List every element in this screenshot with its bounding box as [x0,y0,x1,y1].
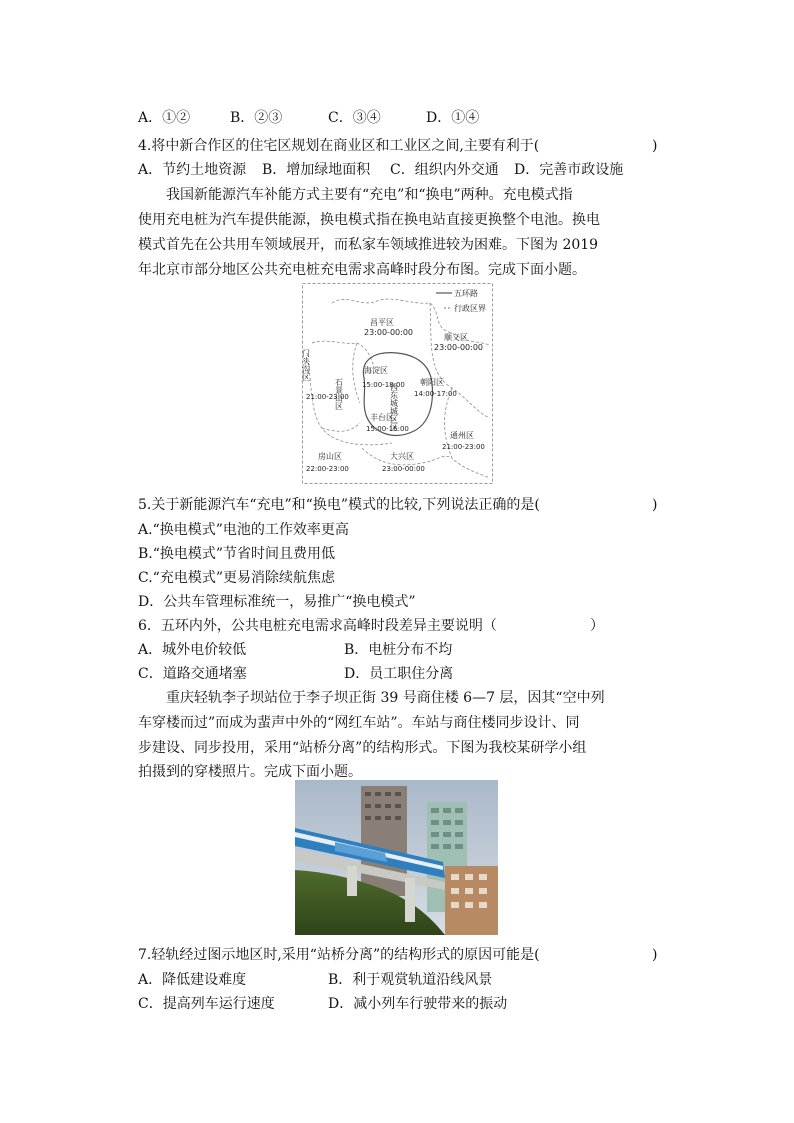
passage1-line-2: 使用充电桩为汽车提供能源，换电模式指在换电站直接更换整个电池。换电 [138,212,600,228]
district-daxing-time: 23:00-00:00 [382,465,425,473]
q3-option-b: B．②③ [230,110,283,126]
district-fengtai-name: 丰台区 [370,413,394,422]
beijing-charging-map [302,283,493,484]
q6-option-c: C．道路交通堵塞 [138,666,247,682]
district-shijingshan-name: 石景山区 [334,378,344,410]
passage1-line-1: 我国新能源汽车补能方式主要有“充电”和“换电”两种。充电模式指 [166,187,573,203]
q4-option-d: D．完善市政设施 [514,162,624,178]
q7-option-a: A．降低建设难度 [138,972,247,988]
q6-option-a: A．城外电价较低 [138,642,247,658]
district-chaoyang-time: 14:00-17:00 [414,390,457,398]
q7-option-b: B．利于观赏轨道沿线风景 [328,972,493,988]
district-shunyi-name: 顺义区 [444,333,468,342]
district-haidian-time: 15:00-18:00 [362,381,405,389]
q5-stem: 5.关于新能源汽车“充电”和“换电”模式的比较,下列说法正确的是( [138,497,540,513]
q5-option-c: C.“充电模式”更易消除续航焦虑 [138,570,335,586]
q3-option-a: A．①② [138,110,191,126]
q5-close-paren: ) [652,497,658,513]
q5-option-a: A.“换电模式”电池的工作效率更高 [138,522,349,538]
q4-option-a: A．节约土地资源 [138,162,247,178]
district-mentougou-name: 门头沟区 [302,349,311,381]
q6-option-d: D．员工职住分离 [344,666,454,682]
passage2-line-1: 重庆轻轨李子坝站位于李子坝正街 39 号商住楼 6—7 层，因其“空中列 [166,690,605,706]
q7-close-paren: ) [652,947,658,963]
district-fangshan-name: 房山区 [318,452,342,461]
q6-stem: 6．五环内外，公共电桩充电需求高峰时段差异主要说明（ [138,618,497,634]
district-fengtai-time: 15:00-16:00 [366,425,409,433]
passage2-line-4: 拍摄到的穿楼照片。完成下面小题。 [138,764,362,780]
q5-option-b: B.“换电模式”节省时间且费用低 [138,546,336,562]
q3-option-d: D．①④ [426,110,480,126]
district-haidian-name: 海淀区 [364,366,388,375]
district-changping-time: 23:00-00:00 [364,328,413,337]
q4-stem: 4.将中新合作区的住宅区规划在商业区和工业区之间,主要有利于( [138,138,540,154]
q4-option-b: B．增加绿地面积 [262,162,371,178]
legend-district-border: 行政区界 [454,304,486,313]
q5-option-d: D．公共车管理标准统一，易推广“换电模式” [138,594,416,610]
q6-options-row1 [138,640,452,660]
passage2-line-3: 步建设、同步投用，采用“站桥分离”的结构形式。下图为我校某研学小组 [138,740,587,756]
q7-option-c: C．提高列车运行速度 [138,996,275,1012]
district-chaoyang-name: 朝阳区 [420,378,444,387]
q7-stem: 7.轻轨经过图示地区时,采用“站桥分离”的结构形式的原因可能是( [138,947,540,963]
district-changping-name: 昌平区 [370,318,394,327]
q3-option-c: C．③④ [328,110,381,126]
q3-options [138,108,479,128]
q6-option-b: B．电桩分布不均 [344,642,453,658]
legend-ring-road: 五环路 [454,289,478,298]
q7-options-row2 [138,994,507,1014]
passage1-line-3: 模式首先在公共用车领域展开，而私家车领域推进较为困难。下图为 2019 [138,237,599,253]
q4-close-paren: ) [652,138,658,154]
district-mentougou-time: 21:00-23:00 [306,393,349,401]
passage2-line-2: 车穿楼而过”而成为蜚声中外的“网红车站”。车站与商住楼同步设计、同 [138,715,580,731]
district-tongzhou-time: 21:00-23:00 [442,443,485,451]
passage1-line-4: 年北京市部分地区公共充电桩充电需求高峰时段分布图。完成下面小题。 [138,262,586,278]
q4-option-c: C．组织内外交通 [390,162,499,178]
q6-close-paren: ） [590,618,604,634]
q4-options [138,160,623,180]
q7-option-d: D．减小列车行驶带来的振动 [328,996,508,1012]
lizi-ba-station-photo [295,780,498,935]
q6-options-row2 [138,664,453,684]
district-xicheng-dongcheng-name: 西东城城区区 [389,383,399,431]
district-daxing-name: 大兴区 [390,452,414,461]
district-fangshan-time: 22:00-23:00 [306,465,349,473]
district-tongzhou-name: 通州区 [450,431,474,440]
q7-options-row1 [138,970,492,990]
district-shunyi-time: 23:00-00:00 [434,343,483,352]
